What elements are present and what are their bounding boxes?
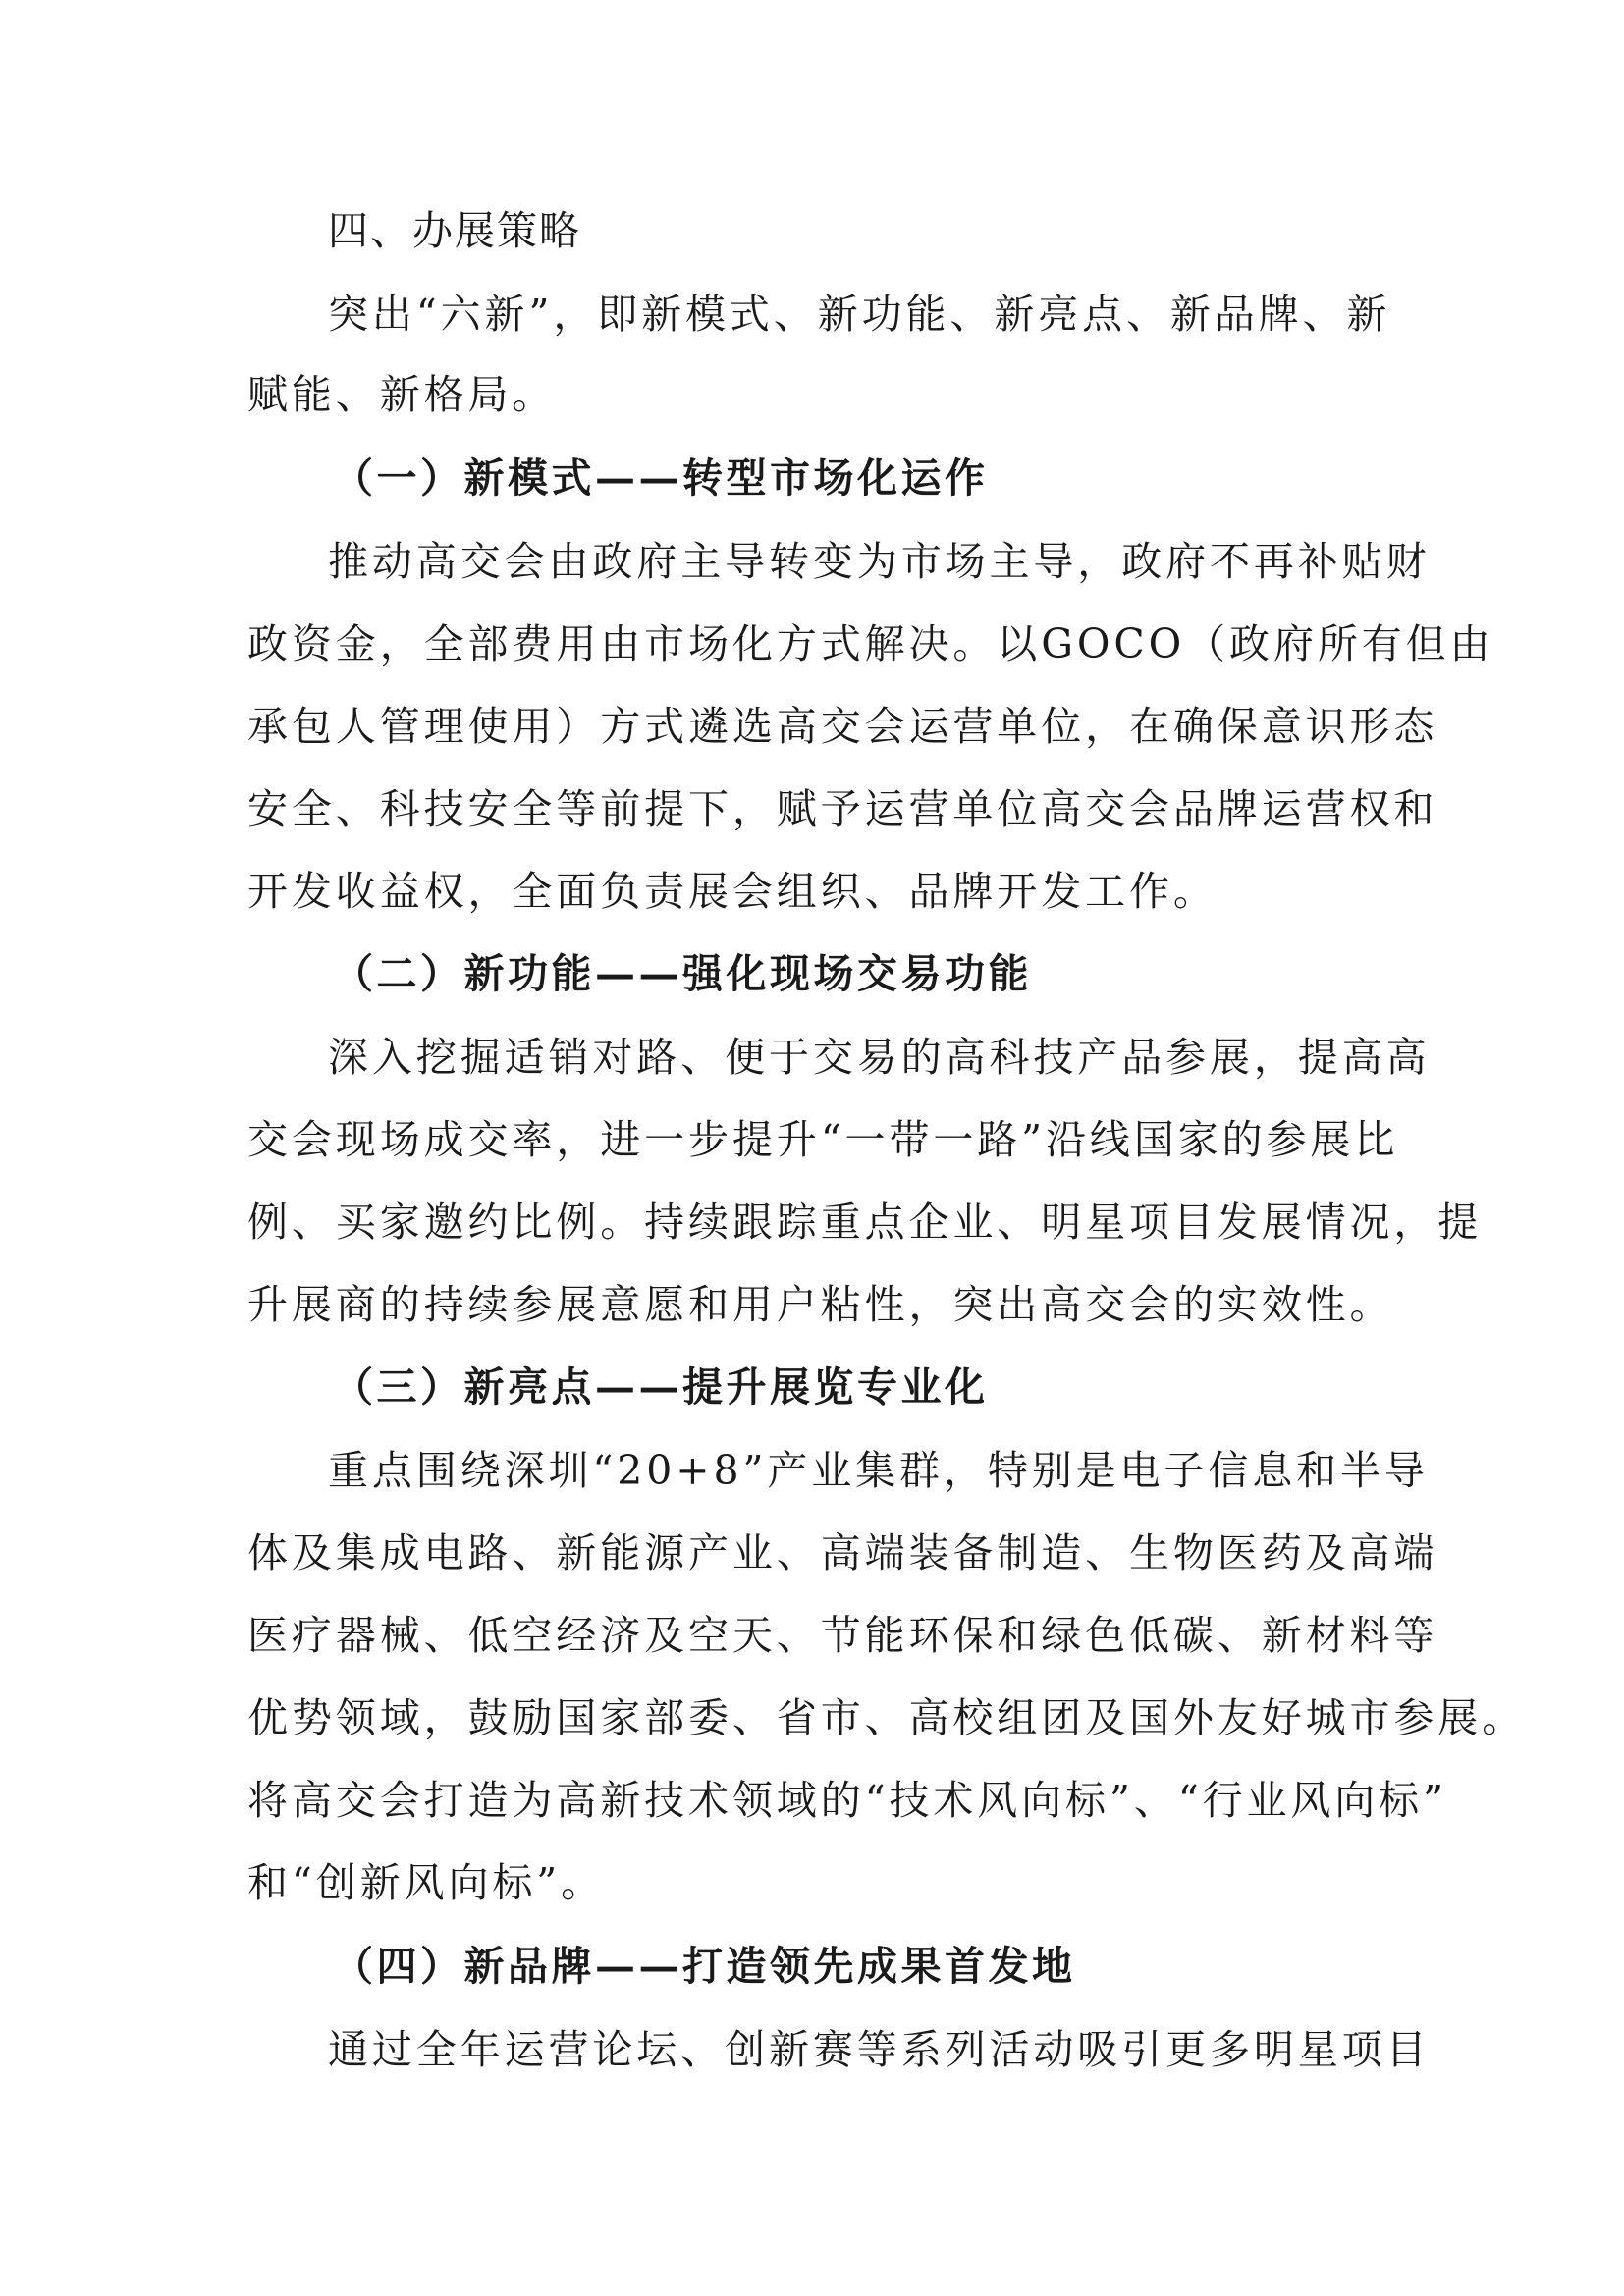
paragraph-line: 医疗器械、低空经济及空天、节能环保和绿色低碳、新材料等	[247, 1612, 1438, 1659]
section-heading: 四、办展策略	[328, 207, 581, 254]
paragraph-line: 通过全年运营论坛、创新赛等系列活动吸引更多明星项目	[328, 2026, 1431, 2073]
paragraph-line: 交会现场成交率，进一步提升“一带一路”沿线国家的参展比	[247, 1116, 1399, 1163]
subsection-heading-3: （三）新亮点——提升展览专业化	[333, 1363, 989, 1411]
paragraph-line: 承包人管理使用）方式遴选高交会运营单位，在确保意识形态	[247, 703, 1438, 750]
intro-line-2: 赋能、新格局。	[247, 371, 557, 418]
paragraph-line: 例、买家邀约比例。持续跟踪重点企业、明星项目发展情况，提	[247, 1199, 1483, 1246]
subsection-heading-2: （二）新功能——强化现场交易功能	[333, 950, 1032, 997]
paragraph-line: 和“创新风向标”。	[247, 1859, 606, 1906]
paragraph-line: 升展商的持续参展意愿和用户粘性，突出高交会的实效性。	[247, 1281, 1394, 1328]
paragraph-line: 政资金，全部费用由市场化方式解决。以GOCO（政府所有但由	[247, 620, 1494, 667]
paragraph-line: 重点围绕深圳“20+8”产业集群，特别是电子信息和半导	[328, 1447, 1429, 1494]
paragraph-line: 推动高交会由政府主导转变为市场主导，政府不再补贴财	[328, 538, 1431, 585]
paragraph-line: 体及集成电路、新能源产业、高端装备制造、生物医药及高端	[247, 1529, 1438, 1576]
subsection-heading-4: （四）新品牌——打造领先成果首发地	[333, 1943, 1076, 1990]
subsection-heading-1: （一）新模式——转型市场化运作	[333, 454, 989, 502]
intro-line-1: 突出“六新”，即新模式、新功能、新亮点、新品牌、新	[328, 291, 1391, 338]
paragraph-line: 开发收益权，全面负责展会组织、品牌开发工作。	[247, 868, 1218, 915]
paragraph-line: 深入挖掘适销对路、便于交易的高科技产品参展，提高高	[328, 1034, 1431, 1081]
paragraph-line: 将高交会打造为高新技术领域的“技术风向标”、“行业风向标”	[247, 1777, 1447, 1824]
paragraph-line: 优势领域，鼓励国家部委、省市、高校组团及国外友好城市参展。	[247, 1694, 1527, 1741]
paragraph-line: 安全、科技安全等前提下，赋予运营单位高交会品牌运营权和	[247, 785, 1438, 832]
